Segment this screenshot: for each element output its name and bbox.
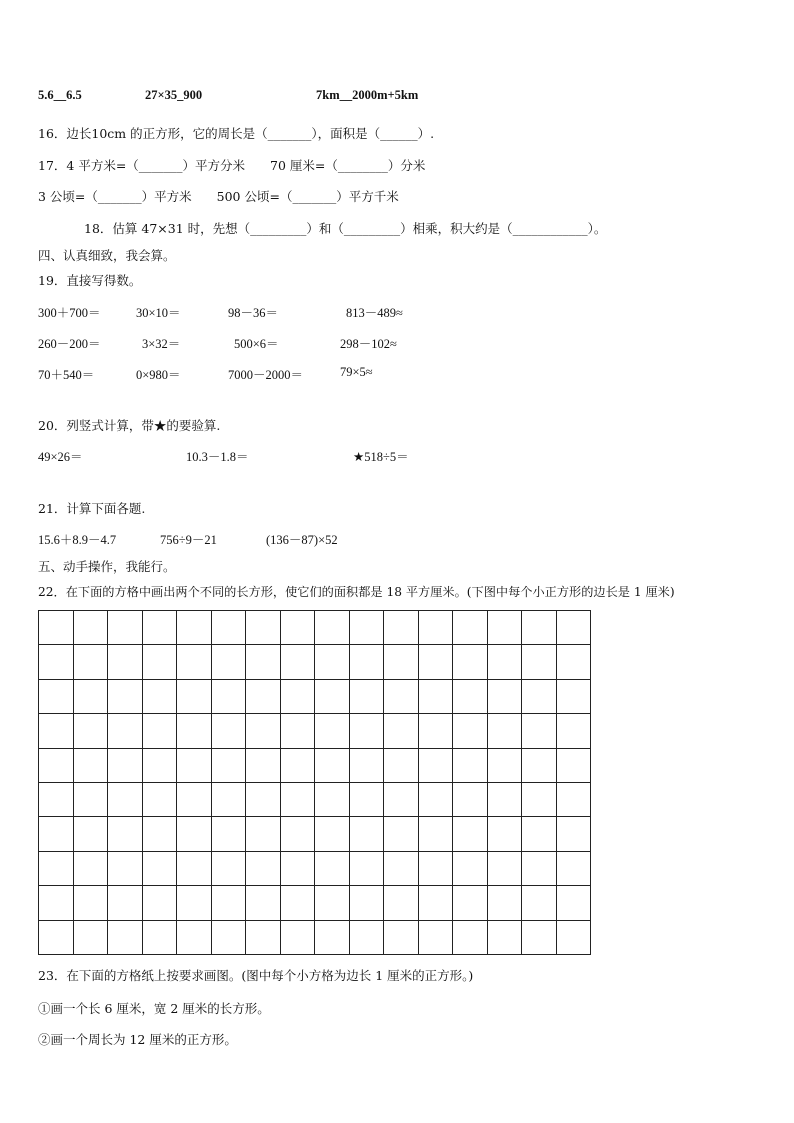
grid-cell[interactable]: [212, 783, 247, 817]
grid-cell[interactable]: [419, 714, 454, 748]
grid-cell[interactable]: [143, 714, 178, 748]
calc-item: 298－102≈: [340, 337, 397, 351]
grid-cell[interactable]: [419, 611, 454, 645]
grid-cell[interactable]: [143, 852, 178, 886]
grid-cell[interactable]: [108, 921, 143, 955]
question-17b: 3 公顷=（_______）平方米 500 公顷=（_______）平方千米: [38, 189, 399, 204]
grid-cell[interactable]: [557, 783, 592, 817]
grid-cell[interactable]: [143, 680, 178, 714]
grid-cell[interactable]: [557, 852, 592, 886]
question-16: 16．边长10cm 的正方形，它的周长是（_______），面积是（______）.: [38, 126, 435, 141]
grid-cell[interactable]: [246, 886, 281, 920]
question-20: 20．列竖式计算，带★的要验算.: [38, 418, 221, 433]
grid-cell[interactable]: [557, 611, 592, 645]
grid-cell[interactable]: [39, 611, 74, 645]
question-23-part-1: ①画一个长 6 厘米，宽 2 厘米的长方形。: [38, 1001, 270, 1016]
grid-cell[interactable]: [419, 749, 454, 783]
grid-cell[interactable]: [212, 749, 247, 783]
grid-cell[interactable]: [488, 817, 523, 851]
grid-cell[interactable]: [384, 817, 419, 851]
vertical-calc-item: 10.3－1.8＝: [186, 450, 249, 464]
grid-cell[interactable]: [74, 852, 109, 886]
calc-item: 300＋700＝: [38, 306, 101, 320]
grid-cell[interactable]: [74, 611, 109, 645]
grid-cell[interactable]: [212, 714, 247, 748]
calc-item: 3×32＝: [142, 337, 181, 351]
grid-cell[interactable]: [350, 817, 385, 851]
calc-item: 500×6＝: [234, 337, 279, 351]
grid-cell[interactable]: [522, 611, 557, 645]
grid-cell[interactable]: [177, 921, 212, 955]
grid-cell[interactable]: [419, 921, 454, 955]
grid-cell[interactable]: [246, 783, 281, 817]
grid-cell[interactable]: [315, 817, 350, 851]
grid-cell[interactable]: [212, 680, 247, 714]
grid-cell[interactable]: [212, 921, 247, 955]
grid-cell[interactable]: [108, 852, 143, 886]
grid-cell[interactable]: [315, 611, 350, 645]
grid-cell[interactable]: [143, 886, 178, 920]
grid-cell[interactable]: [143, 817, 178, 851]
grid-cell[interactable]: [557, 714, 592, 748]
grid-cell[interactable]: [557, 749, 592, 783]
compare-item-3: 7km__2000m+5km: [316, 88, 419, 102]
grid-cell[interactable]: [419, 783, 454, 817]
grid-cell[interactable]: [384, 852, 419, 886]
grid-cell[interactable]: [419, 817, 454, 851]
expression-item: 15.6＋8.9－4.7: [38, 533, 117, 547]
grid-cell[interactable]: [143, 783, 178, 817]
calc-item: 813－489≈: [346, 306, 403, 320]
grid-cell[interactable]: [522, 886, 557, 920]
grid-cell[interactable]: [74, 886, 109, 920]
calc-item: 70＋540＝: [38, 368, 95, 382]
grid-cell[interactable]: [108, 611, 143, 645]
calc-item: 0×980＝: [136, 368, 181, 382]
grid-cell[interactable]: [384, 714, 419, 748]
grid-cell[interactable]: [212, 886, 247, 920]
grid-cell[interactable]: [246, 645, 281, 679]
grid-cell[interactable]: [281, 645, 316, 679]
grid-cell[interactable]: [453, 714, 488, 748]
grid-cell[interactable]: [350, 921, 385, 955]
grid-cell[interactable]: [522, 852, 557, 886]
grid-cell[interactable]: [419, 852, 454, 886]
calc-item: 98－36＝: [228, 306, 279, 320]
question-22: 22．在下面的方格中画出两个不同的长方形，使它们的面积都是 18 平方厘米。(下图中每个小正方形的边长是 1 厘米): [38, 585, 675, 599]
grid-cell[interactable]: [384, 645, 419, 679]
grid-cell[interactable]: [246, 852, 281, 886]
calc-item: 30×10＝: [136, 306, 181, 320]
grid-cell[interactable]: [453, 749, 488, 783]
section-5-heading: 五、动手操作，我能行。: [38, 559, 176, 574]
grid-cell[interactable]: [522, 921, 557, 955]
question-19: 19．直接写得数。: [38, 273, 142, 288]
grid-cell[interactable]: [522, 817, 557, 851]
grid-cell[interactable]: [177, 645, 212, 679]
grid-cell[interactable]: [384, 749, 419, 783]
grid-cell[interactable]: [315, 921, 350, 955]
grid-cell[interactable]: [108, 817, 143, 851]
grid-cell[interactable]: [488, 680, 523, 714]
grid-cell[interactable]: [419, 645, 454, 679]
grid-cell[interactable]: [350, 749, 385, 783]
grid-cell[interactable]: [108, 783, 143, 817]
grid-paper[interactable]: [38, 610, 591, 955]
grid-cell[interactable]: [246, 611, 281, 645]
compare-item-2: 27×35_900: [145, 88, 203, 102]
question-21: 21．计算下面各题.: [38, 501, 146, 516]
grid-cell[interactable]: [177, 852, 212, 886]
grid-cell[interactable]: [350, 645, 385, 679]
grid-cell[interactable]: [350, 680, 385, 714]
grid-cell[interactable]: [488, 645, 523, 679]
grid-cell[interactable]: [108, 714, 143, 748]
grid-cell[interactable]: [39, 714, 74, 748]
calc-item: 7000－2000＝: [228, 368, 304, 382]
grid-cell[interactable]: [212, 852, 247, 886]
grid-cell[interactable]: [39, 645, 74, 679]
grid-cell[interactable]: [453, 921, 488, 955]
grid-cell[interactable]: [281, 921, 316, 955]
question-23: 23．在下面的方格纸上按要求画图。(图中每个小方格为边长 1 厘米的正方形。): [38, 968, 474, 983]
grid-cell[interactable]: [74, 749, 109, 783]
grid-cell[interactable]: [177, 680, 212, 714]
grid-cell[interactable]: [315, 852, 350, 886]
grid-cell[interactable]: [522, 645, 557, 679]
grid-cell[interactable]: [350, 611, 385, 645]
grid-cell[interactable]: [74, 714, 109, 748]
grid-cell[interactable]: [177, 817, 212, 851]
grid-cell[interactable]: [384, 783, 419, 817]
grid-cell[interactable]: [453, 886, 488, 920]
grid-cell[interactable]: [143, 645, 178, 679]
grid-cell[interactable]: [177, 783, 212, 817]
grid-cell[interactable]: [74, 783, 109, 817]
grid-cell[interactable]: [177, 714, 212, 748]
question-23-part-2: ②画一个周长为 12 厘米的正方形。: [38, 1032, 237, 1047]
grid-cell[interactable]: [246, 749, 281, 783]
grid-cell[interactable]: [108, 749, 143, 783]
calc-item: 260－200＝: [38, 337, 101, 351]
grid-cell[interactable]: [143, 921, 178, 955]
grid-cell[interactable]: [350, 886, 385, 920]
grid-cell[interactable]: [488, 714, 523, 748]
question-17a: 17．4 平方米=（_______）平方分米 70 厘米=（________）分米: [38, 158, 426, 173]
grid-cell[interactable]: [74, 817, 109, 851]
grid-cell[interactable]: [522, 680, 557, 714]
grid-cell[interactable]: [522, 783, 557, 817]
grid-cell[interactable]: [39, 921, 74, 955]
grid-cell[interactable]: [557, 921, 592, 955]
grid-cell[interactable]: [246, 714, 281, 748]
grid-cell[interactable]: [39, 886, 74, 920]
grid-cell[interactable]: [557, 680, 592, 714]
grid-cell[interactable]: [315, 783, 350, 817]
vertical-calc-item: 49×26＝: [38, 450, 83, 464]
grid-cell[interactable]: [522, 749, 557, 783]
grid-cell[interactable]: [108, 645, 143, 679]
expression-item: 756÷9－21: [160, 533, 217, 547]
grid-cell[interactable]: [488, 921, 523, 955]
grid-cell[interactable]: [453, 680, 488, 714]
grid-cell[interactable]: [419, 680, 454, 714]
grid-cell[interactable]: [453, 645, 488, 679]
grid-cell[interactable]: [212, 611, 247, 645]
grid-cell[interactable]: [488, 886, 523, 920]
grid-cell[interactable]: [281, 680, 316, 714]
grid-cell[interactable]: [143, 749, 178, 783]
grid-cell[interactable]: [315, 645, 350, 679]
grid-cell[interactable]: [488, 852, 523, 886]
grid-cell[interactable]: [39, 783, 74, 817]
grid-cell[interactable]: [557, 886, 592, 920]
grid-cell[interactable]: [39, 817, 74, 851]
compare-item-1: 5.6__6.5: [38, 88, 82, 102]
calc-item: 79×5≈: [340, 365, 373, 379]
grid-cell[interactable]: [212, 645, 247, 679]
grid-cell[interactable]: [281, 817, 316, 851]
grid-cell[interactable]: [315, 886, 350, 920]
grid-cell[interactable]: [74, 921, 109, 955]
grid-cell[interactable]: [143, 611, 178, 645]
grid-cell[interactable]: [315, 680, 350, 714]
grid-cell[interactable]: [350, 852, 385, 886]
grid-cell[interactable]: [177, 611, 212, 645]
grid-cell[interactable]: [350, 714, 385, 748]
grid-cell[interactable]: [384, 921, 419, 955]
grid-cell[interactable]: [246, 680, 281, 714]
grid-cell[interactable]: [281, 852, 316, 886]
expression-item: (136－87)×52: [266, 533, 338, 547]
section-4-heading: 四、认真细致，我会算。: [38, 248, 176, 263]
grid-cell[interactable]: [177, 886, 212, 920]
grid-cell[interactable]: [39, 749, 74, 783]
grid-cell[interactable]: [281, 749, 316, 783]
grid-cell[interactable]: [281, 783, 316, 817]
grid-cell[interactable]: [557, 817, 592, 851]
grid-cell[interactable]: [522, 714, 557, 748]
grid-cell[interactable]: [350, 783, 385, 817]
grid-cell[interactable]: [488, 783, 523, 817]
grid-cell[interactable]: [488, 749, 523, 783]
grid-cell[interactable]: [74, 680, 109, 714]
grid-cell[interactable]: [488, 611, 523, 645]
grid-cell[interactable]: [281, 611, 316, 645]
grid-cell[interactable]: [453, 852, 488, 886]
grid-cell[interactable]: [39, 852, 74, 886]
grid-cell[interactable]: [177, 749, 212, 783]
grid-cell[interactable]: [315, 749, 350, 783]
grid-cell[interactable]: [384, 886, 419, 920]
grid-cell[interactable]: [557, 645, 592, 679]
grid-cell[interactable]: [453, 611, 488, 645]
grid-cell[interactable]: [74, 645, 109, 679]
grid-cell[interactable]: [281, 886, 316, 920]
grid-cell[interactable]: [39, 680, 74, 714]
grid-cell[interactable]: [212, 817, 247, 851]
grid-cell[interactable]: [108, 886, 143, 920]
grid-cell[interactable]: [246, 817, 281, 851]
vertical-calc-item: ★518÷5＝: [353, 450, 409, 464]
grid-cell[interactable]: [453, 783, 488, 817]
grid-cell[interactable]: [384, 611, 419, 645]
grid-cell[interactable]: [281, 714, 316, 748]
grid-cell[interactable]: [419, 886, 454, 920]
grid-cell[interactable]: [453, 817, 488, 851]
grid-cell[interactable]: [108, 680, 143, 714]
grid-cell[interactable]: [315, 714, 350, 748]
question-18: 18．估算 47×31 时，先想（_________）和（_________）相乘，积大约是（____________）。: [84, 221, 607, 236]
grid-cell[interactable]: [384, 680, 419, 714]
grid-cell[interactable]: [246, 921, 281, 955]
